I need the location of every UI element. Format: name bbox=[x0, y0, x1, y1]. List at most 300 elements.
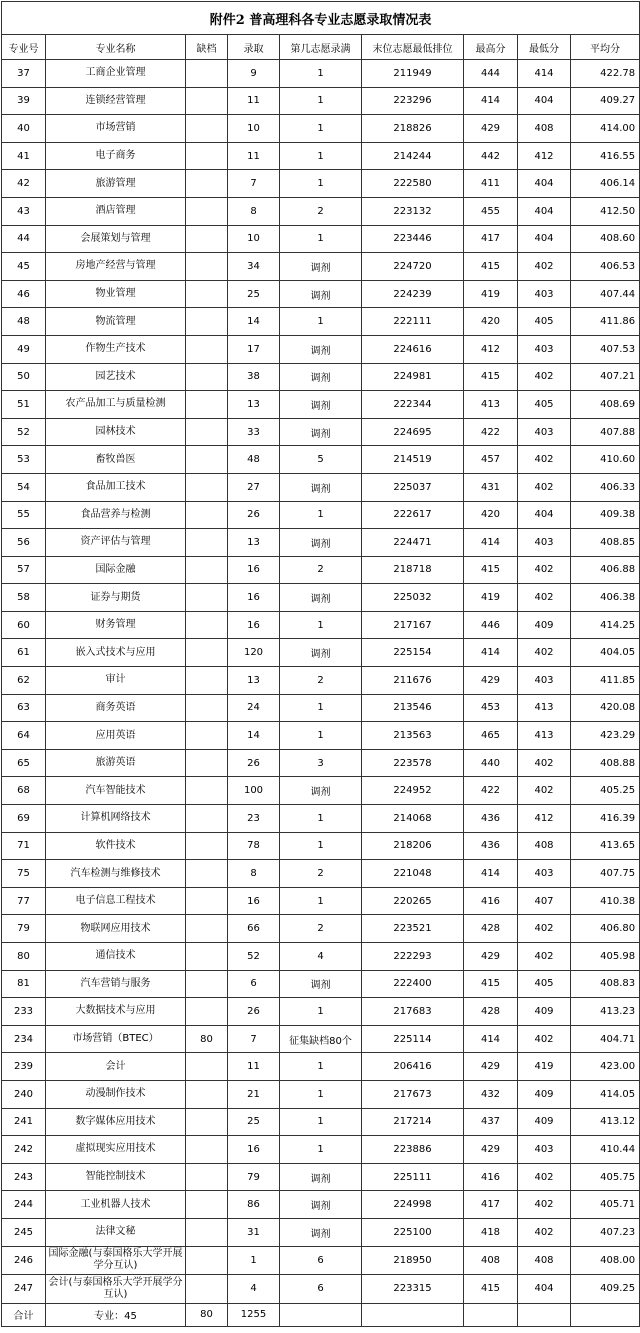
cell-max-score: 442 bbox=[464, 142, 518, 170]
cell-min-score: 402 bbox=[518, 777, 571, 805]
cell-missing bbox=[186, 170, 228, 198]
cell-min-score: 419 bbox=[518, 1053, 571, 1081]
cell-major-id: 57 bbox=[2, 556, 46, 584]
total-admitted: 1255 bbox=[228, 1303, 280, 1326]
cell-major-name: 汽车检测与维修技术 bbox=[46, 860, 186, 888]
cell-admitted: 86 bbox=[228, 1191, 280, 1219]
cell-missing bbox=[186, 501, 228, 529]
cell-major-name: 电子商务 bbox=[46, 142, 186, 170]
cell-admitted: 120 bbox=[228, 639, 280, 667]
cell-min-score: 404 bbox=[518, 87, 571, 115]
cell-lowest-rank: 225154 bbox=[362, 639, 464, 667]
cell-min-score: 408 bbox=[518, 832, 571, 860]
cell-choice-filled: 1 bbox=[280, 308, 362, 336]
cell-min-score: 409 bbox=[518, 1108, 571, 1136]
cell-min-score: 412 bbox=[518, 142, 571, 170]
table-body bbox=[2, 60, 640, 1304]
cell-major-id: 71 bbox=[2, 832, 46, 860]
cell-avg-score: 416.55 bbox=[571, 142, 640, 170]
cell-min-score: 404 bbox=[518, 225, 571, 253]
cell-max-score: 413 bbox=[464, 391, 518, 419]
cell-major-id: 50 bbox=[2, 363, 46, 391]
table-row bbox=[2, 87, 640, 115]
cell-min-score: 408 bbox=[518, 1246, 571, 1275]
cell-lowest-rank: 221048 bbox=[362, 860, 464, 888]
cell-admitted: 48 bbox=[228, 446, 280, 474]
cell-avg-score: 422.78 bbox=[571, 60, 640, 88]
table-row bbox=[2, 943, 640, 971]
cell-lowest-rank: 222580 bbox=[362, 170, 464, 198]
cell-choice-filled: 1 bbox=[280, 694, 362, 722]
cell-min-score: 402 bbox=[518, 915, 571, 943]
cell-avg-score: 407.21 bbox=[571, 363, 640, 391]
cell-major-id: 43 bbox=[2, 197, 46, 225]
cell-admitted: 16 bbox=[228, 584, 280, 612]
cell-lowest-rank: 224239 bbox=[362, 280, 464, 308]
cell-lowest-rank: 214519 bbox=[362, 446, 464, 474]
cell-min-score: 409 bbox=[518, 1080, 571, 1108]
cell-missing bbox=[186, 805, 228, 833]
cell-lowest-rank: 224471 bbox=[362, 529, 464, 557]
cell-major-id: 60 bbox=[2, 611, 46, 639]
total-missing: 80 bbox=[186, 1303, 228, 1326]
cell-choice-filled: 1 bbox=[280, 722, 362, 750]
cell-major-id: 81 bbox=[2, 970, 46, 998]
cell-major-id: 79 bbox=[2, 915, 46, 943]
cell-major-name: 物联网应用技术 bbox=[46, 915, 186, 943]
cell-choice-filled: 5 bbox=[280, 446, 362, 474]
cell-avg-score: 420.08 bbox=[571, 694, 640, 722]
cell-major-id: 39 bbox=[2, 87, 46, 115]
cell-lowest-rank: 224616 bbox=[362, 335, 464, 363]
cell-major-name: 旅游英语 bbox=[46, 749, 186, 777]
cell-major-name: 商务英语 bbox=[46, 694, 186, 722]
cell-choice-filled: 调剂 bbox=[280, 391, 362, 419]
cell-avg-score: 408.83 bbox=[571, 970, 640, 998]
cell-major-name: 会展策划与管理 bbox=[46, 225, 186, 253]
cell-missing bbox=[186, 308, 228, 336]
table-row bbox=[2, 611, 640, 639]
cell-major-id: 62 bbox=[2, 667, 46, 695]
cell-major-id: 61 bbox=[2, 639, 46, 667]
cell-major-name: 应用英语 bbox=[46, 722, 186, 750]
cell-admitted: 10 bbox=[228, 115, 280, 143]
cell-major-name: 法律文秘 bbox=[46, 1218, 186, 1246]
table-row bbox=[2, 142, 640, 170]
cell-min-score: 403 bbox=[518, 335, 571, 363]
cell-min-score: 403 bbox=[518, 1136, 571, 1164]
cell-admitted: 16 bbox=[228, 887, 280, 915]
cell-lowest-rank: 218950 bbox=[362, 1246, 464, 1275]
cell-admitted: 26 bbox=[228, 998, 280, 1026]
cell-major-id: 52 bbox=[2, 418, 46, 446]
table-row bbox=[2, 308, 640, 336]
cell-lowest-rank: 223132 bbox=[362, 197, 464, 225]
cell-choice-filled: 征集缺档80个 bbox=[280, 1025, 362, 1053]
cell-admitted: 11 bbox=[228, 142, 280, 170]
cell-missing: 80 bbox=[186, 1025, 228, 1053]
cell-max-score: 420 bbox=[464, 501, 518, 529]
cell-choice-filled: 1 bbox=[280, 1053, 362, 1081]
cell-major-id: 49 bbox=[2, 335, 46, 363]
table-row bbox=[2, 1218, 640, 1246]
header-admitted: 录取 bbox=[228, 35, 280, 60]
cell-major-name: 农产品加工与质量检测 bbox=[46, 391, 186, 419]
cell-choice-filled: 调剂 bbox=[280, 970, 362, 998]
cell-missing bbox=[186, 943, 228, 971]
cell-min-score: 402 bbox=[518, 363, 571, 391]
cell-major-name: 计算机网络技术 bbox=[46, 805, 186, 833]
cell-major-name: 园林技术 bbox=[46, 418, 186, 446]
cell-admitted: 21 bbox=[228, 1080, 280, 1108]
header-lowest-rank: 末位志愿最低排位 bbox=[362, 35, 464, 60]
table-row bbox=[2, 115, 640, 143]
cell-admitted: 13 bbox=[228, 667, 280, 695]
cell-choice-filled: 1 bbox=[280, 805, 362, 833]
cell-missing bbox=[186, 998, 228, 1026]
table-row bbox=[2, 253, 640, 281]
header-avg-score: 平均分 bbox=[571, 35, 640, 60]
cell-avg-score: 411.86 bbox=[571, 308, 640, 336]
cell-missing bbox=[186, 749, 228, 777]
cell-major-name: 资产评估与管理 bbox=[46, 529, 186, 557]
cell-admitted: 100 bbox=[228, 777, 280, 805]
cell-lowest-rank: 224998 bbox=[362, 1191, 464, 1219]
cell-missing bbox=[186, 253, 228, 281]
cell-max-score: 417 bbox=[464, 1191, 518, 1219]
cell-choice-filled: 2 bbox=[280, 197, 362, 225]
table-row bbox=[2, 335, 640, 363]
cell-major-id: 234 bbox=[2, 1025, 46, 1053]
table-row bbox=[2, 694, 640, 722]
cell-choice-filled: 1 bbox=[280, 170, 362, 198]
cell-max-score: 429 bbox=[464, 1053, 518, 1081]
total-label: 合计 bbox=[2, 1303, 46, 1326]
cell-major-name: 园艺技术 bbox=[46, 363, 186, 391]
cell-max-score: 418 bbox=[464, 1218, 518, 1246]
table-row bbox=[2, 584, 640, 612]
cell-max-score: 411 bbox=[464, 170, 518, 198]
table-row bbox=[2, 722, 640, 750]
cell-max-score: 414 bbox=[464, 639, 518, 667]
cell-min-score: 403 bbox=[518, 860, 571, 888]
cell-major-id: 245 bbox=[2, 1218, 46, 1246]
cell-missing bbox=[186, 722, 228, 750]
cell-missing bbox=[186, 1163, 228, 1191]
table-row bbox=[2, 556, 640, 584]
cell-major-id: 244 bbox=[2, 1191, 46, 1219]
cell-min-score: 408 bbox=[518, 115, 571, 143]
cell-lowest-rank: 214244 bbox=[362, 142, 464, 170]
table-row bbox=[2, 777, 640, 805]
admission-table bbox=[1, 1, 640, 1327]
cell-major-name: 物流管理 bbox=[46, 308, 186, 336]
cell-max-score: 428 bbox=[464, 998, 518, 1026]
cell-choice-filled: 1 bbox=[280, 501, 362, 529]
cell-missing bbox=[186, 1246, 228, 1275]
cell-choice-filled: 1 bbox=[280, 1108, 362, 1136]
cell-lowest-rank: 223315 bbox=[362, 1275, 464, 1304]
cell-major-name: 审计 bbox=[46, 667, 186, 695]
cell-lowest-rank: 222344 bbox=[362, 391, 464, 419]
cell-major-name: 财务管理 bbox=[46, 611, 186, 639]
cell-avg-score: 410.60 bbox=[571, 446, 640, 474]
cell-major-name: 虚拟现实应用技术 bbox=[46, 1136, 186, 1164]
cell-max-score: 431 bbox=[464, 473, 518, 501]
cell-major-id: 41 bbox=[2, 142, 46, 170]
cell-lowest-rank: 218718 bbox=[362, 556, 464, 584]
cell-major-name: 食品营养与检测 bbox=[46, 501, 186, 529]
cell-max-score: 432 bbox=[464, 1080, 518, 1108]
cell-major-id: 65 bbox=[2, 749, 46, 777]
cell-choice-filled: 2 bbox=[280, 667, 362, 695]
cell-major-id: 58 bbox=[2, 584, 46, 612]
table-row bbox=[2, 391, 640, 419]
cell-admitted: 4 bbox=[228, 1275, 280, 1304]
cell-missing bbox=[186, 667, 228, 695]
table-row bbox=[2, 1246, 640, 1275]
cell-major-name: 证券与期货 bbox=[46, 584, 186, 612]
cell-choice-filled: 调剂 bbox=[280, 639, 362, 667]
cell-admitted: 7 bbox=[228, 170, 280, 198]
table-row bbox=[2, 446, 640, 474]
cell-major-name: 工商企业管理 bbox=[46, 60, 186, 88]
cell-max-score: 422 bbox=[464, 418, 518, 446]
cell-choice-filled: 调剂 bbox=[280, 473, 362, 501]
cell-lowest-rank: 225114 bbox=[362, 1025, 464, 1053]
cell-choice-filled: 6 bbox=[280, 1275, 362, 1304]
cell-avg-score: 413.12 bbox=[571, 1108, 640, 1136]
table-row bbox=[2, 197, 640, 225]
cell-major-name: 旅游管理 bbox=[46, 170, 186, 198]
cell-missing bbox=[186, 87, 228, 115]
cell-admitted: 9 bbox=[228, 60, 280, 88]
cell-major-name: 汽车智能技术 bbox=[46, 777, 186, 805]
cell-choice-filled: 调剂 bbox=[280, 418, 362, 446]
cell-max-score: 419 bbox=[464, 584, 518, 612]
cell-min-score: 402 bbox=[518, 446, 571, 474]
cell-admitted: 26 bbox=[228, 501, 280, 529]
header-major-id: 专业号 bbox=[2, 35, 46, 60]
cell-choice-filled: 1 bbox=[280, 832, 362, 860]
header-missing: 缺档 bbox=[186, 35, 228, 60]
cell-avg-score: 414.05 bbox=[571, 1080, 640, 1108]
cell-choice-filled: 调剂 bbox=[280, 1191, 362, 1219]
total-empty-cell bbox=[464, 1303, 518, 1326]
cell-major-name: 市场营销 bbox=[46, 115, 186, 143]
cell-min-score: 403 bbox=[518, 280, 571, 308]
cell-major-id: 239 bbox=[2, 1053, 46, 1081]
cell-missing bbox=[186, 915, 228, 943]
cell-major-name: 工业机器人技术 bbox=[46, 1191, 186, 1219]
cell-avg-score: 405.71 bbox=[571, 1191, 640, 1219]
cell-admitted: 66 bbox=[228, 915, 280, 943]
cell-avg-score: 408.88 bbox=[571, 749, 640, 777]
cell-major-name: 连锁经营管理 bbox=[46, 87, 186, 115]
cell-max-score: 414 bbox=[464, 1025, 518, 1053]
cell-missing bbox=[186, 970, 228, 998]
cell-major-name: 会计 bbox=[46, 1053, 186, 1081]
cell-avg-score: 408.69 bbox=[571, 391, 640, 419]
cell-admitted: 16 bbox=[228, 1136, 280, 1164]
cell-missing bbox=[186, 391, 228, 419]
cell-major-name: 国际金融 bbox=[46, 556, 186, 584]
cell-lowest-rank: 217673 bbox=[362, 1080, 464, 1108]
cell-choice-filled: 1 bbox=[280, 225, 362, 253]
cell-missing bbox=[186, 473, 228, 501]
cell-lowest-rank: 220265 bbox=[362, 887, 464, 915]
cell-choice-filled: 调剂 bbox=[280, 1163, 362, 1191]
cell-lowest-rank: 223521 bbox=[362, 915, 464, 943]
cell-major-id: 243 bbox=[2, 1163, 46, 1191]
cell-max-score: 455 bbox=[464, 197, 518, 225]
cell-choice-filled: 1 bbox=[280, 142, 362, 170]
cell-lowest-rank: 217167 bbox=[362, 611, 464, 639]
cell-avg-score: 407.53 bbox=[571, 335, 640, 363]
cell-max-score: 422 bbox=[464, 777, 518, 805]
cell-min-score: 405 bbox=[518, 308, 571, 336]
cell-min-score: 402 bbox=[518, 1163, 571, 1191]
cell-lowest-rank: 223578 bbox=[362, 749, 464, 777]
cell-avg-score: 406.33 bbox=[571, 473, 640, 501]
cell-lowest-rank: 224720 bbox=[362, 253, 464, 281]
cell-max-score: 419 bbox=[464, 280, 518, 308]
total-row bbox=[2, 1303, 640, 1326]
cell-major-id: 240 bbox=[2, 1080, 46, 1108]
total-empty-cell bbox=[571, 1303, 640, 1326]
cell-max-score: 446 bbox=[464, 611, 518, 639]
header-major-name: 专业名称 bbox=[46, 35, 186, 60]
cell-max-score: 415 bbox=[464, 1275, 518, 1304]
cell-avg-score: 409.38 bbox=[571, 501, 640, 529]
cell-min-score: 409 bbox=[518, 998, 571, 1026]
cell-avg-score: 413.65 bbox=[571, 832, 640, 860]
cell-major-id: 46 bbox=[2, 280, 46, 308]
cell-admitted: 13 bbox=[228, 529, 280, 557]
cell-choice-filled: 1 bbox=[280, 998, 362, 1026]
cell-max-score: 437 bbox=[464, 1108, 518, 1136]
cell-avg-score: 408.00 bbox=[571, 1246, 640, 1275]
cell-choice-filled: 4 bbox=[280, 943, 362, 971]
cell-lowest-rank: 224695 bbox=[362, 418, 464, 446]
cell-max-score: 417 bbox=[464, 225, 518, 253]
cell-max-score: 429 bbox=[464, 943, 518, 971]
cell-admitted: 16 bbox=[228, 611, 280, 639]
cell-missing bbox=[186, 556, 228, 584]
cell-min-score: 404 bbox=[518, 501, 571, 529]
cell-avg-score: 404.71 bbox=[571, 1025, 640, 1053]
cell-choice-filled: 1 bbox=[280, 887, 362, 915]
cell-major-id: 55 bbox=[2, 501, 46, 529]
cell-choice-filled: 2 bbox=[280, 556, 362, 584]
cell-lowest-rank: 206416 bbox=[362, 1053, 464, 1081]
cell-lowest-rank: 223296 bbox=[362, 87, 464, 115]
cell-max-score: 429 bbox=[464, 667, 518, 695]
total-empty-cell bbox=[518, 1303, 571, 1326]
cell-avg-score: 405.98 bbox=[571, 943, 640, 971]
cell-avg-score: 407.44 bbox=[571, 280, 640, 308]
cell-min-score: 402 bbox=[518, 1191, 571, 1219]
cell-avg-score: 414.25 bbox=[571, 611, 640, 639]
cell-major-id: 233 bbox=[2, 998, 46, 1026]
cell-min-score: 403 bbox=[518, 667, 571, 695]
cell-major-name: 汽车营销与服务 bbox=[46, 970, 186, 998]
cell-major-name: 酒店管理 bbox=[46, 197, 186, 225]
cell-avg-score: 413.23 bbox=[571, 998, 640, 1026]
cell-missing bbox=[186, 1053, 228, 1081]
cell-missing bbox=[186, 280, 228, 308]
cell-min-score: 405 bbox=[518, 391, 571, 419]
table-row bbox=[2, 749, 640, 777]
cell-choice-filled: 2 bbox=[280, 915, 362, 943]
cell-major-name: 智能控制技术 bbox=[46, 1163, 186, 1191]
cell-lowest-rank: 222400 bbox=[362, 970, 464, 998]
cell-lowest-rank: 225037 bbox=[362, 473, 464, 501]
table-row bbox=[2, 915, 640, 943]
cell-lowest-rank: 214068 bbox=[362, 805, 464, 833]
cell-max-score: 415 bbox=[464, 970, 518, 998]
cell-max-score: 416 bbox=[464, 1163, 518, 1191]
cell-max-score: 428 bbox=[464, 915, 518, 943]
cell-admitted: 24 bbox=[228, 694, 280, 722]
cell-lowest-rank: 225032 bbox=[362, 584, 464, 612]
cell-major-id: 53 bbox=[2, 446, 46, 474]
cell-major-name: 动漫制作技术 bbox=[46, 1080, 186, 1108]
cell-max-score: 415 bbox=[464, 253, 518, 281]
cell-min-score: 402 bbox=[518, 584, 571, 612]
table-row bbox=[2, 1025, 640, 1053]
cell-choice-filled: 1 bbox=[280, 87, 362, 115]
cell-admitted: 7 bbox=[228, 1025, 280, 1053]
cell-major-id: 68 bbox=[2, 777, 46, 805]
cell-avg-score: 406.14 bbox=[571, 170, 640, 198]
cell-admitted: 34 bbox=[228, 253, 280, 281]
title-row bbox=[2, 2, 640, 35]
cell-max-score: 465 bbox=[464, 722, 518, 750]
cell-missing bbox=[186, 1275, 228, 1304]
cell-lowest-rank: 225111 bbox=[362, 1163, 464, 1191]
cell-avg-score: 407.23 bbox=[571, 1218, 640, 1246]
cell-max-score: 436 bbox=[464, 832, 518, 860]
cell-major-id: 246 bbox=[2, 1246, 46, 1275]
cell-admitted: 14 bbox=[228, 722, 280, 750]
cell-major-id: 45 bbox=[2, 253, 46, 281]
cell-min-score: 402 bbox=[518, 749, 571, 777]
table-row bbox=[2, 1191, 640, 1219]
table-row bbox=[2, 1136, 640, 1164]
table-row bbox=[2, 225, 640, 253]
cell-major-name: 数字媒体应用技术 bbox=[46, 1108, 186, 1136]
cell-avg-score: 404.05 bbox=[571, 639, 640, 667]
cell-lowest-rank: 213563 bbox=[362, 722, 464, 750]
cell-major-name: 通信技术 bbox=[46, 943, 186, 971]
cell-major-id: 63 bbox=[2, 694, 46, 722]
cell-major-id: 77 bbox=[2, 887, 46, 915]
cell-min-score: 402 bbox=[518, 253, 571, 281]
table-row bbox=[2, 1108, 640, 1136]
cell-choice-filled: 1 bbox=[280, 1136, 362, 1164]
cell-choice-filled: 调剂 bbox=[280, 280, 362, 308]
cell-min-score: 407 bbox=[518, 887, 571, 915]
cell-major-name: 作物生产技术 bbox=[46, 335, 186, 363]
cell-max-score: 420 bbox=[464, 308, 518, 336]
cell-major-name: 嵌入式技术与应用 bbox=[46, 639, 186, 667]
cell-avg-score: 409.27 bbox=[571, 87, 640, 115]
cell-major-name: 市场营销（BTEC） bbox=[46, 1025, 186, 1053]
cell-avg-score: 409.25 bbox=[571, 1275, 640, 1304]
cell-choice-filled: 1 bbox=[280, 115, 362, 143]
cell-avg-score: 406.38 bbox=[571, 584, 640, 612]
